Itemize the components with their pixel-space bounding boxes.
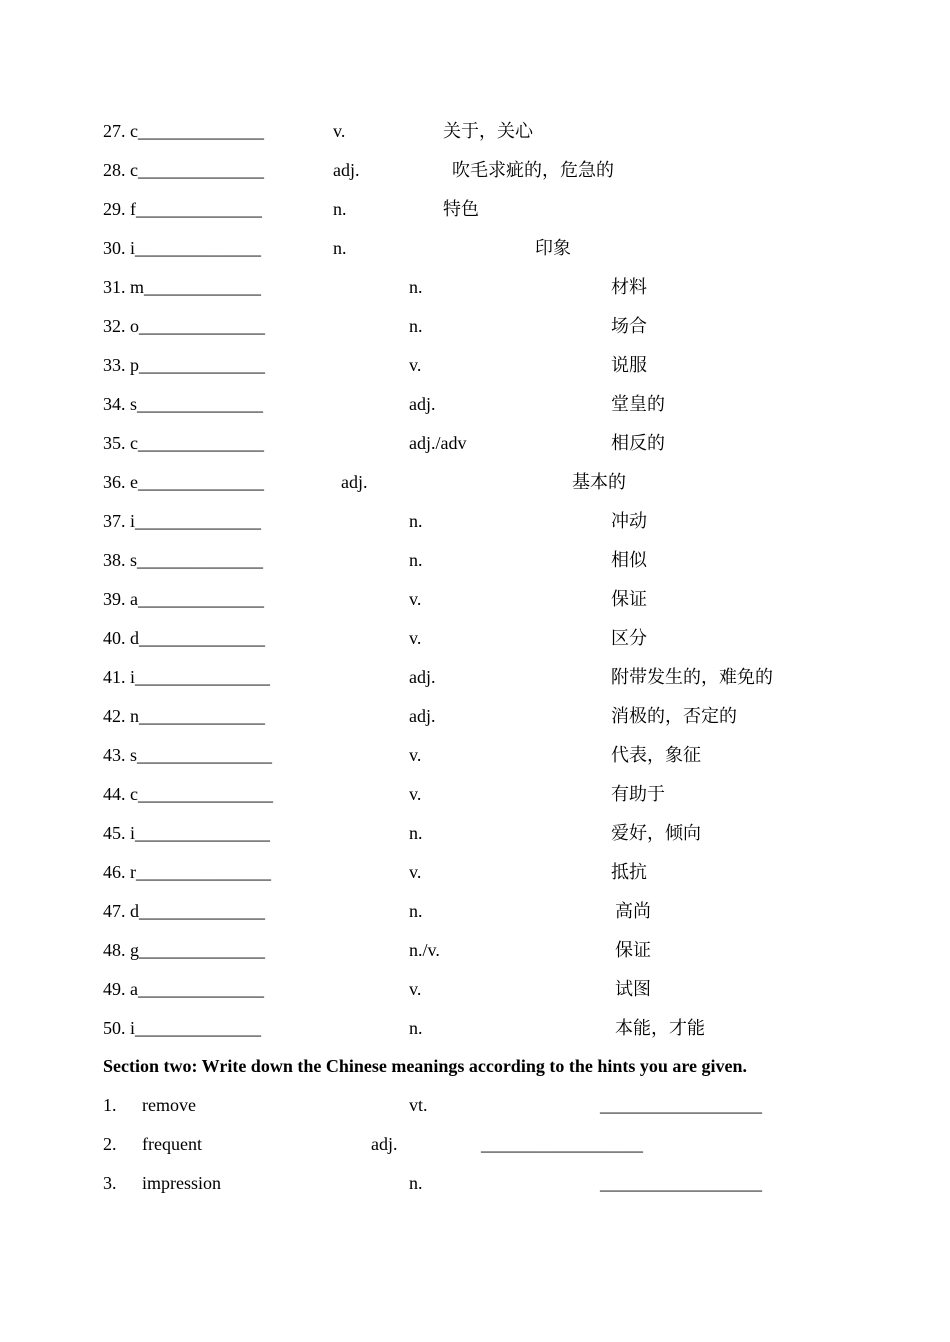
chinese-meaning: 保证	[615, 940, 651, 960]
chinese-meaning: 特色	[443, 199, 479, 219]
chinese-meaning: 区分	[611, 628, 647, 648]
vocab-word-blank: 31. m_____________	[103, 277, 262, 297]
vocab-word-blank: 34. s______________	[103, 394, 264, 414]
vocab-word-blank: 44. c_______________	[103, 784, 273, 804]
chinese-meaning: 基本的	[572, 472, 626, 492]
vocab-word-blank: 47. d______________	[103, 901, 265, 921]
part-of-speech: v.	[409, 784, 422, 804]
chinese-meaning: 消极的，否定的	[611, 706, 737, 726]
item-number: 3.	[103, 1173, 117, 1193]
vocab-word-blank: 27. c______________	[103, 121, 264, 141]
part-of-speech: n.	[409, 1173, 423, 1193]
part-of-speech: v.	[333, 121, 346, 141]
vocab-word-blank: 28. c______________	[103, 160, 264, 180]
part-of-speech: n.	[409, 277, 423, 297]
chinese-meaning: 吹毛求疵的，危急的	[452, 160, 614, 180]
chinese-meaning: 爱好，倾向	[611, 823, 701, 843]
item-number: 2.	[103, 1134, 117, 1154]
vocab-word-blank: 36. e______________	[103, 472, 264, 492]
part-of-speech: adj.	[341, 472, 368, 492]
vocab-word-blank: 33. p______________	[103, 355, 265, 375]
chinese-meaning: 有助于	[611, 784, 665, 804]
vocab-word-blank: 35. c______________	[103, 433, 264, 453]
part-of-speech: v.	[409, 355, 422, 375]
vocab-word-blank: 50. i______________	[103, 1018, 262, 1038]
part-of-speech: n./v.	[409, 940, 440, 960]
part-of-speech: adj.	[409, 667, 436, 687]
part-of-speech: adj.	[409, 394, 436, 414]
chinese-meaning: 材料	[611, 277, 647, 297]
chinese-meaning: 冲动	[611, 511, 647, 531]
vocab-word-blank: 45. i_______________	[103, 823, 271, 843]
chinese-meaning: 关于，关心	[443, 121, 533, 141]
chinese-meaning: 保证	[611, 589, 647, 609]
part-of-speech: v.	[409, 745, 422, 765]
item-number: 1.	[103, 1095, 117, 1115]
chinese-meaning: 相反的	[611, 433, 665, 453]
part-of-speech: n.	[409, 901, 423, 921]
hint-word: remove	[142, 1095, 196, 1115]
part-of-speech: n.	[409, 511, 423, 531]
chinese-meaning: 印象	[535, 238, 571, 258]
chinese-meaning: 试图	[615, 979, 651, 999]
chinese-meaning: 高尚	[615, 901, 651, 921]
part-of-speech: n.	[409, 1018, 423, 1038]
chinese-meaning: 场合	[611, 316, 647, 336]
section-two-heading: Section two: Write down the Chinese meanings according to the hints you are given.	[103, 1056, 748, 1076]
hint-word: frequent	[142, 1134, 202, 1154]
chinese-meaning: 说服	[611, 355, 647, 375]
chinese-meaning: 附带发生的，难免的	[611, 667, 773, 687]
vocab-word-blank: 30. i______________	[103, 238, 262, 258]
answer-blank: __________________	[600, 1173, 762, 1193]
vocab-word-blank: 49. a______________	[103, 979, 264, 999]
part-of-speech: v.	[409, 979, 422, 999]
vocab-word-blank: 32. o______________	[103, 316, 265, 336]
vocab-word-blank: 46. r_______________	[103, 862, 271, 882]
vocab-word-blank: 39. a______________	[103, 589, 264, 609]
chinese-meaning: 代表，象征	[611, 745, 701, 765]
part-of-speech: v.	[409, 862, 422, 882]
part-of-speech: v.	[409, 589, 422, 609]
part-of-speech: n.	[409, 550, 423, 570]
part-of-speech: adj.	[409, 706, 436, 726]
vocab-word-blank: 38. s______________	[103, 550, 264, 570]
vocab-word-blank: 42. n______________	[103, 706, 265, 726]
part-of-speech: vt.	[409, 1095, 428, 1115]
part-of-speech: n.	[333, 238, 347, 258]
part-of-speech: n.	[333, 199, 347, 219]
part-of-speech: n.	[409, 823, 423, 843]
hint-word: impression	[142, 1173, 221, 1193]
vocab-word-blank: 48. g______________	[103, 940, 265, 960]
chinese-meaning: 抵抗	[611, 862, 647, 882]
vocab-word-blank: 41. i_______________	[103, 667, 271, 687]
answer-blank: __________________	[481, 1134, 643, 1154]
vocab-word-blank: 29. f______________	[103, 199, 262, 219]
vocab-word-blank: 40. d______________	[103, 628, 265, 648]
vocab-word-blank: 37. i______________	[103, 511, 262, 531]
part-of-speech: adj.	[333, 160, 360, 180]
vocab-word-blank: 43. s_______________	[103, 745, 273, 765]
part-of-speech: n.	[409, 316, 423, 336]
answer-blank: __________________	[600, 1095, 762, 1115]
part-of-speech: adj./adv	[409, 433, 467, 453]
chinese-meaning: 堂皇的	[611, 394, 665, 414]
part-of-speech: v.	[409, 628, 422, 648]
chinese-meaning: 相似	[611, 550, 647, 570]
part-of-speech: adj.	[371, 1134, 398, 1154]
chinese-meaning: 本能，才能	[615, 1018, 705, 1038]
